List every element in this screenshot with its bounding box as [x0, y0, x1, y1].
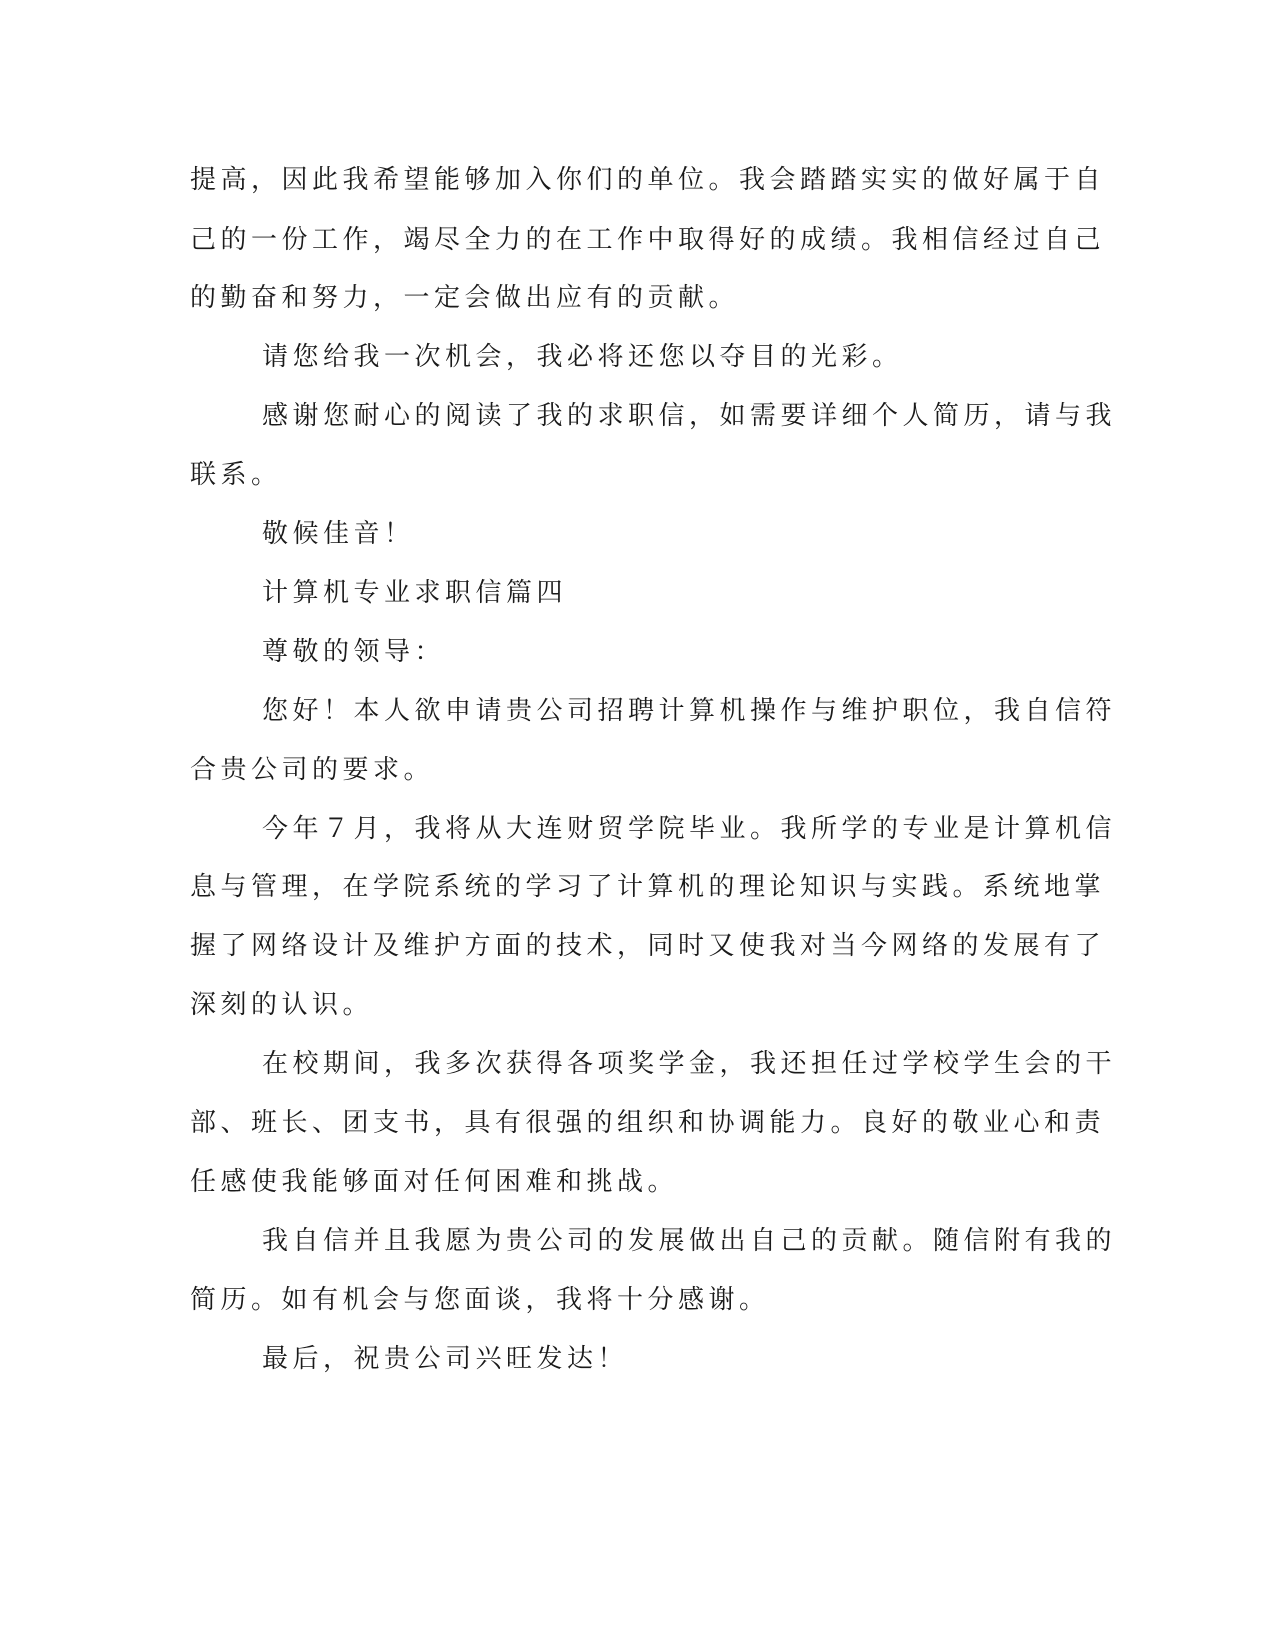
text-line: 息与管理，在学院系统的学习了计算机的理论知识与实践。系统地掌 — [190, 872, 1106, 902]
text-line: 请您给我一次机会，我必将还您以夺目的光彩。 — [262, 342, 903, 372]
text-line: 深刻的认识。 — [190, 990, 374, 1020]
closing-line: 最后，祝贵公司兴旺发达！ — [262, 1344, 629, 1374]
text-line: 我自信并且我愿为贵公司的发展做出自己的贡献。随信附有我的 — [262, 1226, 1117, 1256]
text-line: 联系。 — [190, 460, 282, 490]
text-line: 在校期间，我多次获得各项奖学金，我还担任过学校学生会的干 — [262, 1049, 1117, 1079]
text-line: 的勤奋和努力，一定会做出应有的贡献。 — [190, 283, 740, 313]
text-line: 己的一份工作，竭尽全力的在工作中取得好的成绩。我相信经过自己 — [190, 225, 1106, 255]
text-line: 感谢您耐心的阅读了我的求职信，如需要详细个人简历，请与我 — [262, 401, 1117, 431]
text-line: 简历。如有机会与您面谈，我将十分感谢。 — [190, 1285, 770, 1315]
text-line: 敬候佳音！ — [262, 519, 415, 549]
text-line: 提高，因此我希望能够加入你们的单位。我会踏踏实实的做好属于自 — [190, 165, 1106, 195]
text-line: 今年７月，我将从大连财贸学院毕业。我所学的专业是计算机信 — [262, 814, 1117, 844]
text-line: 任感使我能够面对任何困难和挑战。 — [190, 1167, 679, 1197]
text-line: 握了网络设计及维护方面的技术，同时又使我对当今网络的发展有了 — [190, 931, 1106, 961]
salutation: 尊敬的领导： — [262, 637, 446, 667]
text-line: 您好！本人欲申请贵公司招聘计算机操作与维护职位，我自信符 — [262, 696, 1117, 726]
text-line: 部、班长、团支书，具有很强的组织和协调能力。良好的敬业心和责 — [190, 1108, 1106, 1138]
section-title: 计算机专业求职信篇四 — [262, 578, 568, 608]
text-line: 合贵公司的要求。 — [190, 755, 435, 785]
